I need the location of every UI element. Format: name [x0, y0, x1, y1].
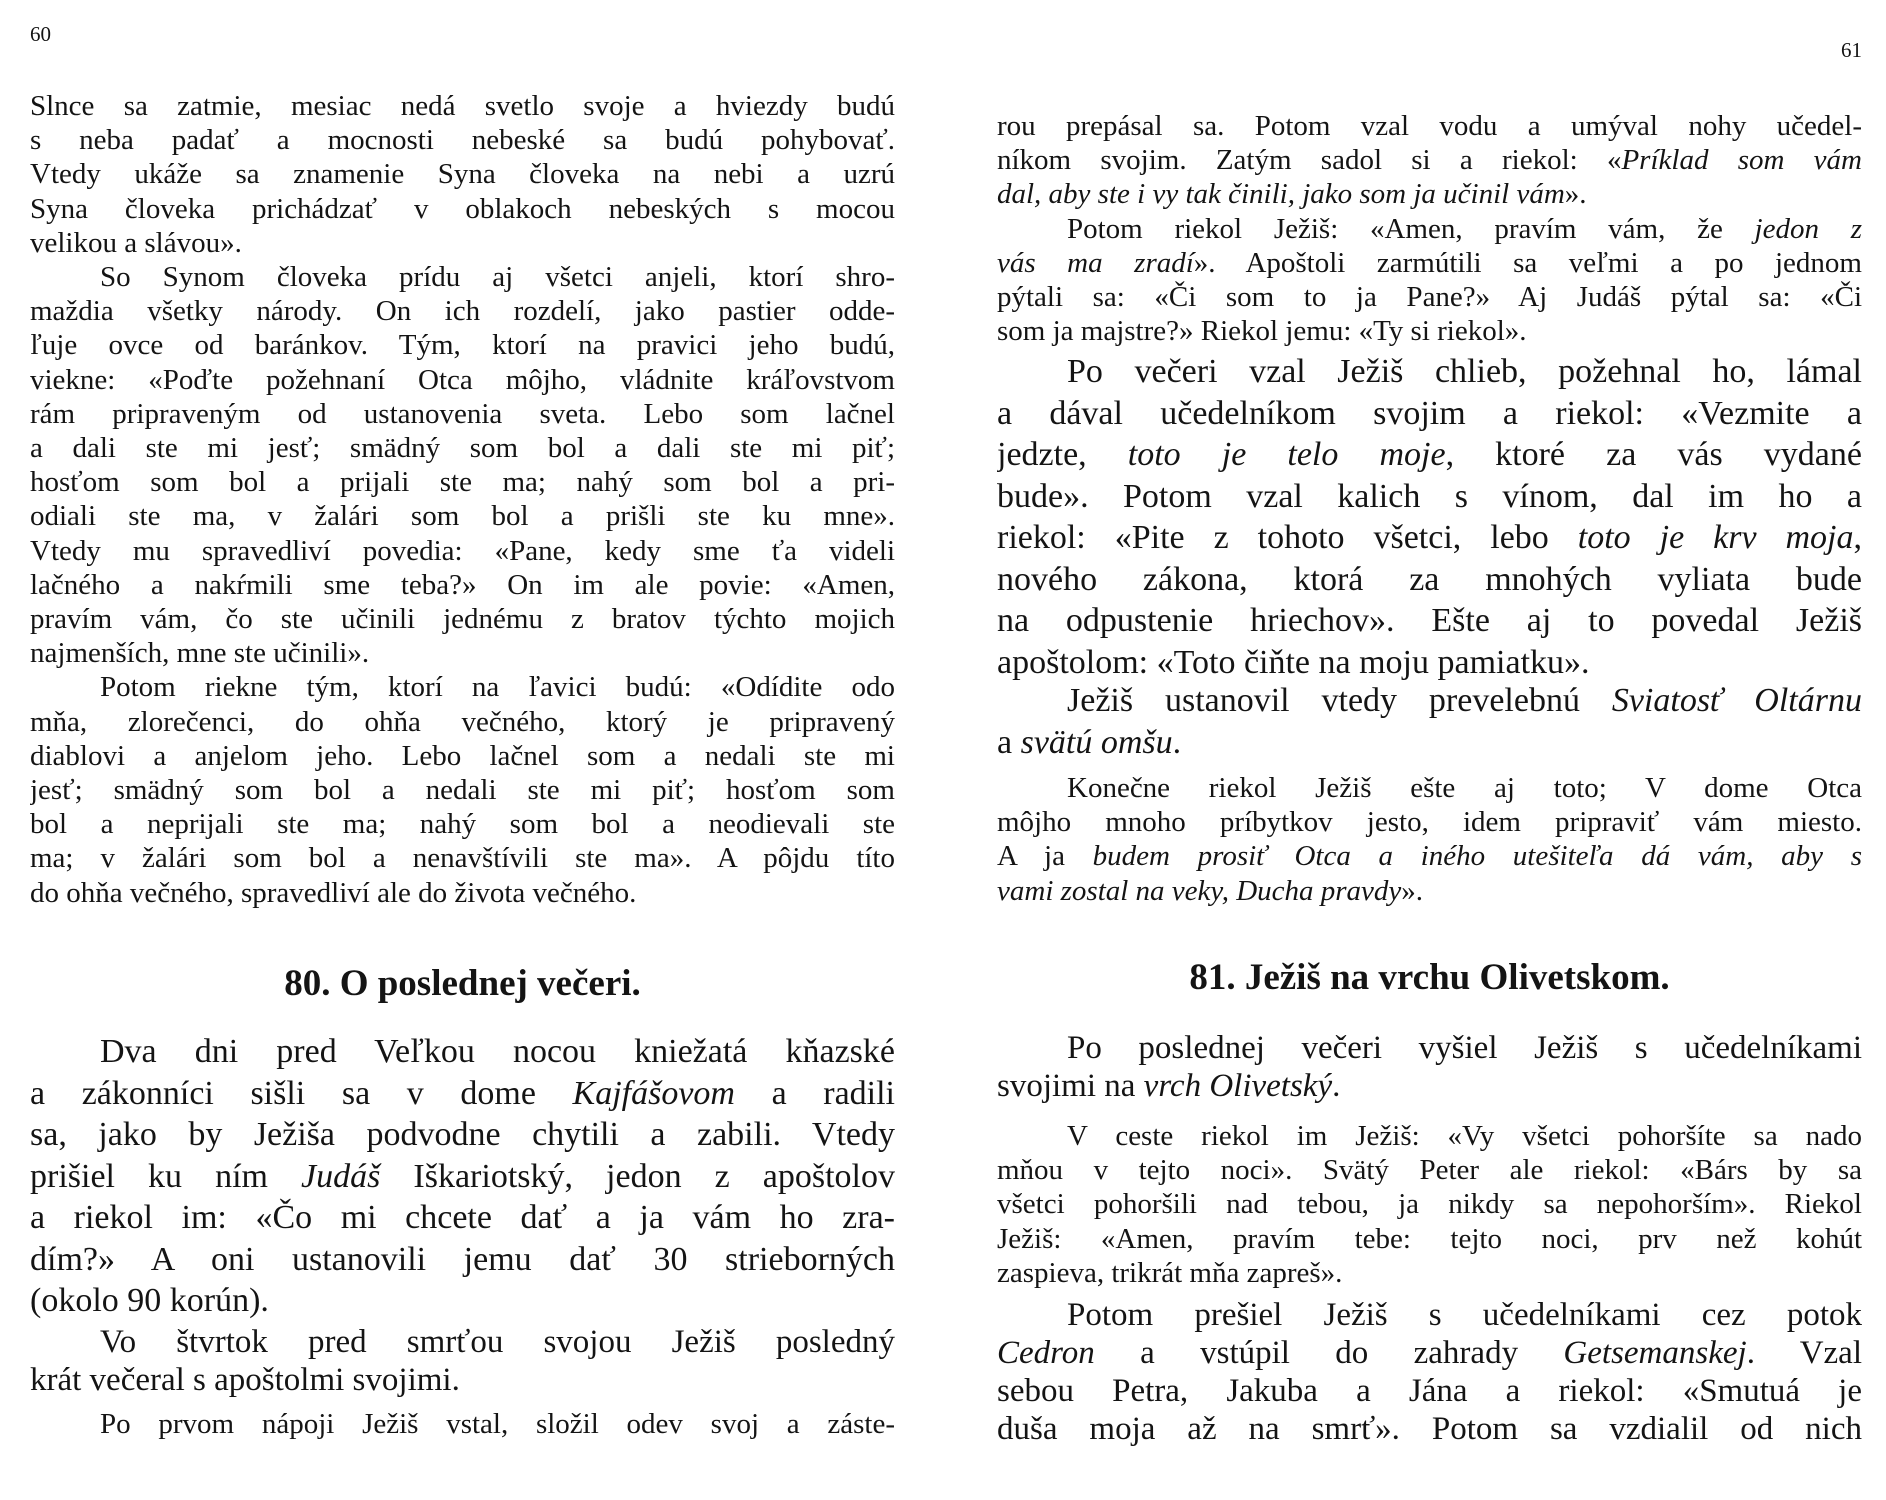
italic-text: Judáš	[301, 1157, 381, 1195]
text-segment: prišiel ku ním	[30, 1157, 302, 1195]
text-line: sebou Petra, Jakuba a Jána a riekol: «Smutuá je	[997, 1373, 1862, 1409]
text-block	[30, 1407, 895, 1441]
italic-text: Príklad som vám	[1621, 144, 1862, 177]
text-line	[997, 517, 1862, 559]
text-line: do ohňa večného, spravedliví ale do života večného.	[30, 876, 637, 909]
text-line: a dali ste mi jesť; smädný som bol a dali ste mi piť;	[30, 432, 895, 465]
text-line: hosťom som bol a prijali ste ma; nahý som bol a pri-	[30, 466, 895, 499]
text-line: V ceste riekol im Ježiš: «Vy všetci pohoršíte sa nado	[1067, 1120, 1862, 1152]
text-segment: a zákonníci sišli sa v dome	[30, 1074, 573, 1112]
italic-text: vás ma zradí	[997, 246, 1194, 279]
text-line: a riekol im: «Čo mi chcete dať a ja vám ho zra-	[30, 1199, 895, 1236]
text-segment: A ja	[997, 840, 1093, 873]
text-line: bol a neprijali ste ma; nahý som bol a neodievali ste	[30, 808, 895, 841]
text-segment: a	[997, 723, 1021, 761]
text-segment: ,	[1853, 519, 1862, 556]
text-line: najmenších, mne ste učinili».	[30, 637, 370, 670]
text-line	[997, 722, 1862, 764]
text-block	[30, 89, 895, 910]
text-line: krát večeral s apoštolmi svojimi.	[30, 1362, 460, 1398]
page-number-left: 60	[30, 22, 51, 46]
text-line	[30, 1073, 895, 1115]
text-line: s neba padať a mocnosti nebeské sa budú pohybovať.	[30, 124, 895, 157]
text-block	[30, 1323, 895, 1399]
text-block	[997, 1119, 1862, 1290]
italic-text: toto je krv moja	[1577, 519, 1854, 556]
text-line: lačného a nakŕmili sme teba?» On im ale povie: «Amen,	[30, 568, 895, 601]
text-line: na odpustenie hriechov». Ešte aj to povedal Ježiš	[997, 602, 1862, 639]
text-line: Vtedy ukáže sa znamenie Syna človeka na nebi a uzrú	[30, 158, 895, 191]
text-line: som ja majstre?» Riekol jemu: «Ty si riekol».	[997, 315, 1527, 348]
text-line	[30, 1156, 895, 1198]
italic-text: vrch Olivetský	[1143, 1068, 1333, 1104]
italic-text: Kajfášovom	[572, 1074, 735, 1112]
section-heading: 80. O poslednej večeri.	[284, 963, 641, 1004]
text-line: Potom prešiel Ježiš s učedelníkami cez potok	[1067, 1297, 1862, 1333]
italic-text: dal, aby ste i vy tak činili, jako som ja učinil vám	[997, 178, 1565, 211]
text-segment: , ktoré za vás vydané	[1445, 436, 1862, 473]
italic-text: toto je telo moje	[1127, 436, 1446, 473]
text-block	[997, 771, 1862, 908]
text-line: ma; v žalári som bol a nenavštívili ste ma». A pôjdu títo	[30, 842, 895, 875]
text-line: duša moja až na smrť». Potom sa vzdialil od nich	[997, 1411, 1862, 1447]
text-segment: Iškariotský, jedon z apoštolov	[380, 1157, 895, 1195]
italic-text: jedon z	[1754, 212, 1862, 245]
text-line: zaspieva, trikrát mňa zapreš».	[997, 1256, 1343, 1289]
section-heading: 81. Ježiš na vrchu Olivetskom.	[1189, 957, 1670, 998]
text-line: pravím vám, čo ste učinili jednému z bratov týchto mojich	[30, 603, 895, 636]
text-segment: riekol: «Pite z tohoto všetci, lebo	[997, 519, 1578, 556]
text-block	[997, 351, 1862, 683]
text-line: mňou v tejto noci». Svätý Peter ale riekol: «Bárs by sa	[997, 1154, 1862, 1187]
italic-text: vami zostal na veky, Ducha pravdy	[997, 874, 1402, 907]
text-line: diablovi a anjelom jeho. Lebo lačnel som a nedali ste mi	[30, 739, 895, 772]
text-segment: Potom riekol Ježiš: «Amen, pravím vám, že	[1067, 212, 1755, 245]
text-segment: níkom svojim. Zatým sadol si a riekol: «	[997, 144, 1622, 177]
italic-text: Getsemanskej	[1563, 1335, 1747, 1371]
text-line: velikou a slávou».	[30, 226, 242, 259]
text-line: rou prepásal sa. Potom vzal vodu a umýval nohy učedel-	[997, 110, 1862, 142]
text-line: Vo štvrtok pred smrťou svojou Ježiš posledný	[100, 1324, 895, 1360]
text-block	[30, 1031, 895, 1322]
italic-text: Cedron	[997, 1335, 1095, 1371]
text-line: Ježiš: «Amen, pravím tebe: tejto noci, prv než kohút	[997, 1222, 1862, 1255]
text-segment: ».	[1564, 178, 1587, 211]
text-line: Po prvom nápoji Ježiš vstal, složil odev svoj a záste-	[100, 1408, 895, 1440]
text-line: Slnce sa zatmie, mesiac nedá svetlo svoje a hviezdy budú	[30, 90, 895, 122]
text-line	[997, 434, 1862, 476]
text-line	[997, 839, 1862, 873]
text-segment: Ježiš ustanovil vtedy prevelebnú	[1067, 682, 1612, 719]
text-line: Konečne riekol Ježiš ešte aj toto; V dome Otca	[1067, 772, 1862, 804]
text-line: So Synom človeka prídu aj všetci anjeli, ktorí shro-	[100, 261, 895, 294]
text-segment: svojimi na	[997, 1068, 1144, 1104]
text-segment: ».	[1401, 874, 1424, 907]
text-line: nového zákona, ktorá za mnohých vyliata bude	[997, 560, 1862, 598]
text-line: môjho mnoho príbytkov jesto, idem pripraviť vám miesto.	[997, 806, 1862, 839]
text-line	[997, 143, 1862, 177]
text-block	[997, 1296, 1862, 1448]
text-line	[997, 177, 1862, 211]
italic-text: svätú omšu	[1020, 723, 1173, 761]
text-line: ľuje ovce od baránkov. Tým, ktorí na pravici jeho budú,	[30, 329, 895, 362]
text-line: pýtali sa: «Či som to ja Pane?» Aj Judáš pýtal sa: «Či	[997, 281, 1862, 314]
text-line: Dva dni pred Veľkou nocou kniežatá kňazské	[100, 1033, 895, 1070]
text-line: bude». Potom vzal kalich s vínom, dal im ho a	[997, 477, 1862, 515]
text-line	[997, 1334, 1862, 1372]
text-line	[997, 1067, 1862, 1105]
text-line: dím?» A oni ustanovili jemu dať 30 strieborných	[30, 1240, 895, 1278]
text-line: Po poslednej večeri vyšiel Ježiš s učedelníkami	[1067, 1030, 1862, 1066]
text-line: viekne: «Poďte požehnaní Otca môjho, vládnite kráľovstvom	[30, 363, 895, 396]
text-segment: .	[1172, 723, 1182, 761]
text-segment: jedzte,	[997, 436, 1128, 473]
text-segment: a radili	[734, 1074, 895, 1112]
text-line: Potom riekne tým, ktorí na ľavici budú: «Odídite odo	[100, 671, 895, 704]
text-line: Syna človeka prichádzať v oblakoch nebeských s mocou	[30, 192, 895, 225]
text-segment: . Vzal	[1746, 1335, 1862, 1371]
text-line: sa, jako by Ježiša podvodne chytili a zabili. Vtedy	[30, 1116, 895, 1153]
text-line: Po večeri vzal Ježiš chlieb, požehnal ho, lámal	[1067, 353, 1862, 390]
text-line	[997, 212, 1862, 246]
text-line: a dával učedelníkom svojim a riekol: «Vezmite a	[997, 394, 1862, 432]
text-segment: a vstúpil do zahrady	[1094, 1335, 1564, 1371]
text-line: jesť; smädný som bol a nedali ste mi piť; hosťom som	[30, 774, 895, 807]
text-block	[997, 680, 1862, 763]
text-block	[997, 1029, 1862, 1105]
text-line: všetci pohoršili nad tebou, ja nikdy sa nepohorším». Riekol	[997, 1188, 1862, 1221]
italic-text: Sviatosť Oltárnu	[1611, 682, 1862, 719]
italic-text: budem prosiť Otca a iného utešiteľa dá vám, aby s	[1092, 840, 1862, 873]
text-line: mňa, zlorečenci, do ohňa večného, ktorý je pripravený	[30, 705, 895, 738]
text-segment: ». Apoštoli zarmútili sa veľmi a po jednom	[1193, 246, 1862, 279]
text-line	[997, 680, 1862, 722]
text-segment: .	[1332, 1068, 1341, 1104]
text-line: apoštolom: «Toto čiňte na moju pamiatku».	[997, 643, 1590, 681]
text-line: (okolo 90 korún).	[30, 1282, 269, 1319]
page-number-right: 61	[1841, 38, 1862, 62]
text-line: maždia všetky národy. On ich rozdelí, jako pastier odde-	[30, 295, 895, 328]
text-line: rám pripraveným od ustanovenia sveta. Lebo som lačnel	[30, 397, 895, 430]
text-block	[997, 109, 1862, 348]
text-line	[997, 874, 1862, 908]
text-line	[997, 246, 1862, 280]
text-line: Vtedy mu spravedliví povedia: «Pane, kedy sme ťa videli	[30, 534, 895, 567]
text-line: odiali ste ma, v žalári som bol a prišli ste ku mne».	[30, 500, 895, 533]
